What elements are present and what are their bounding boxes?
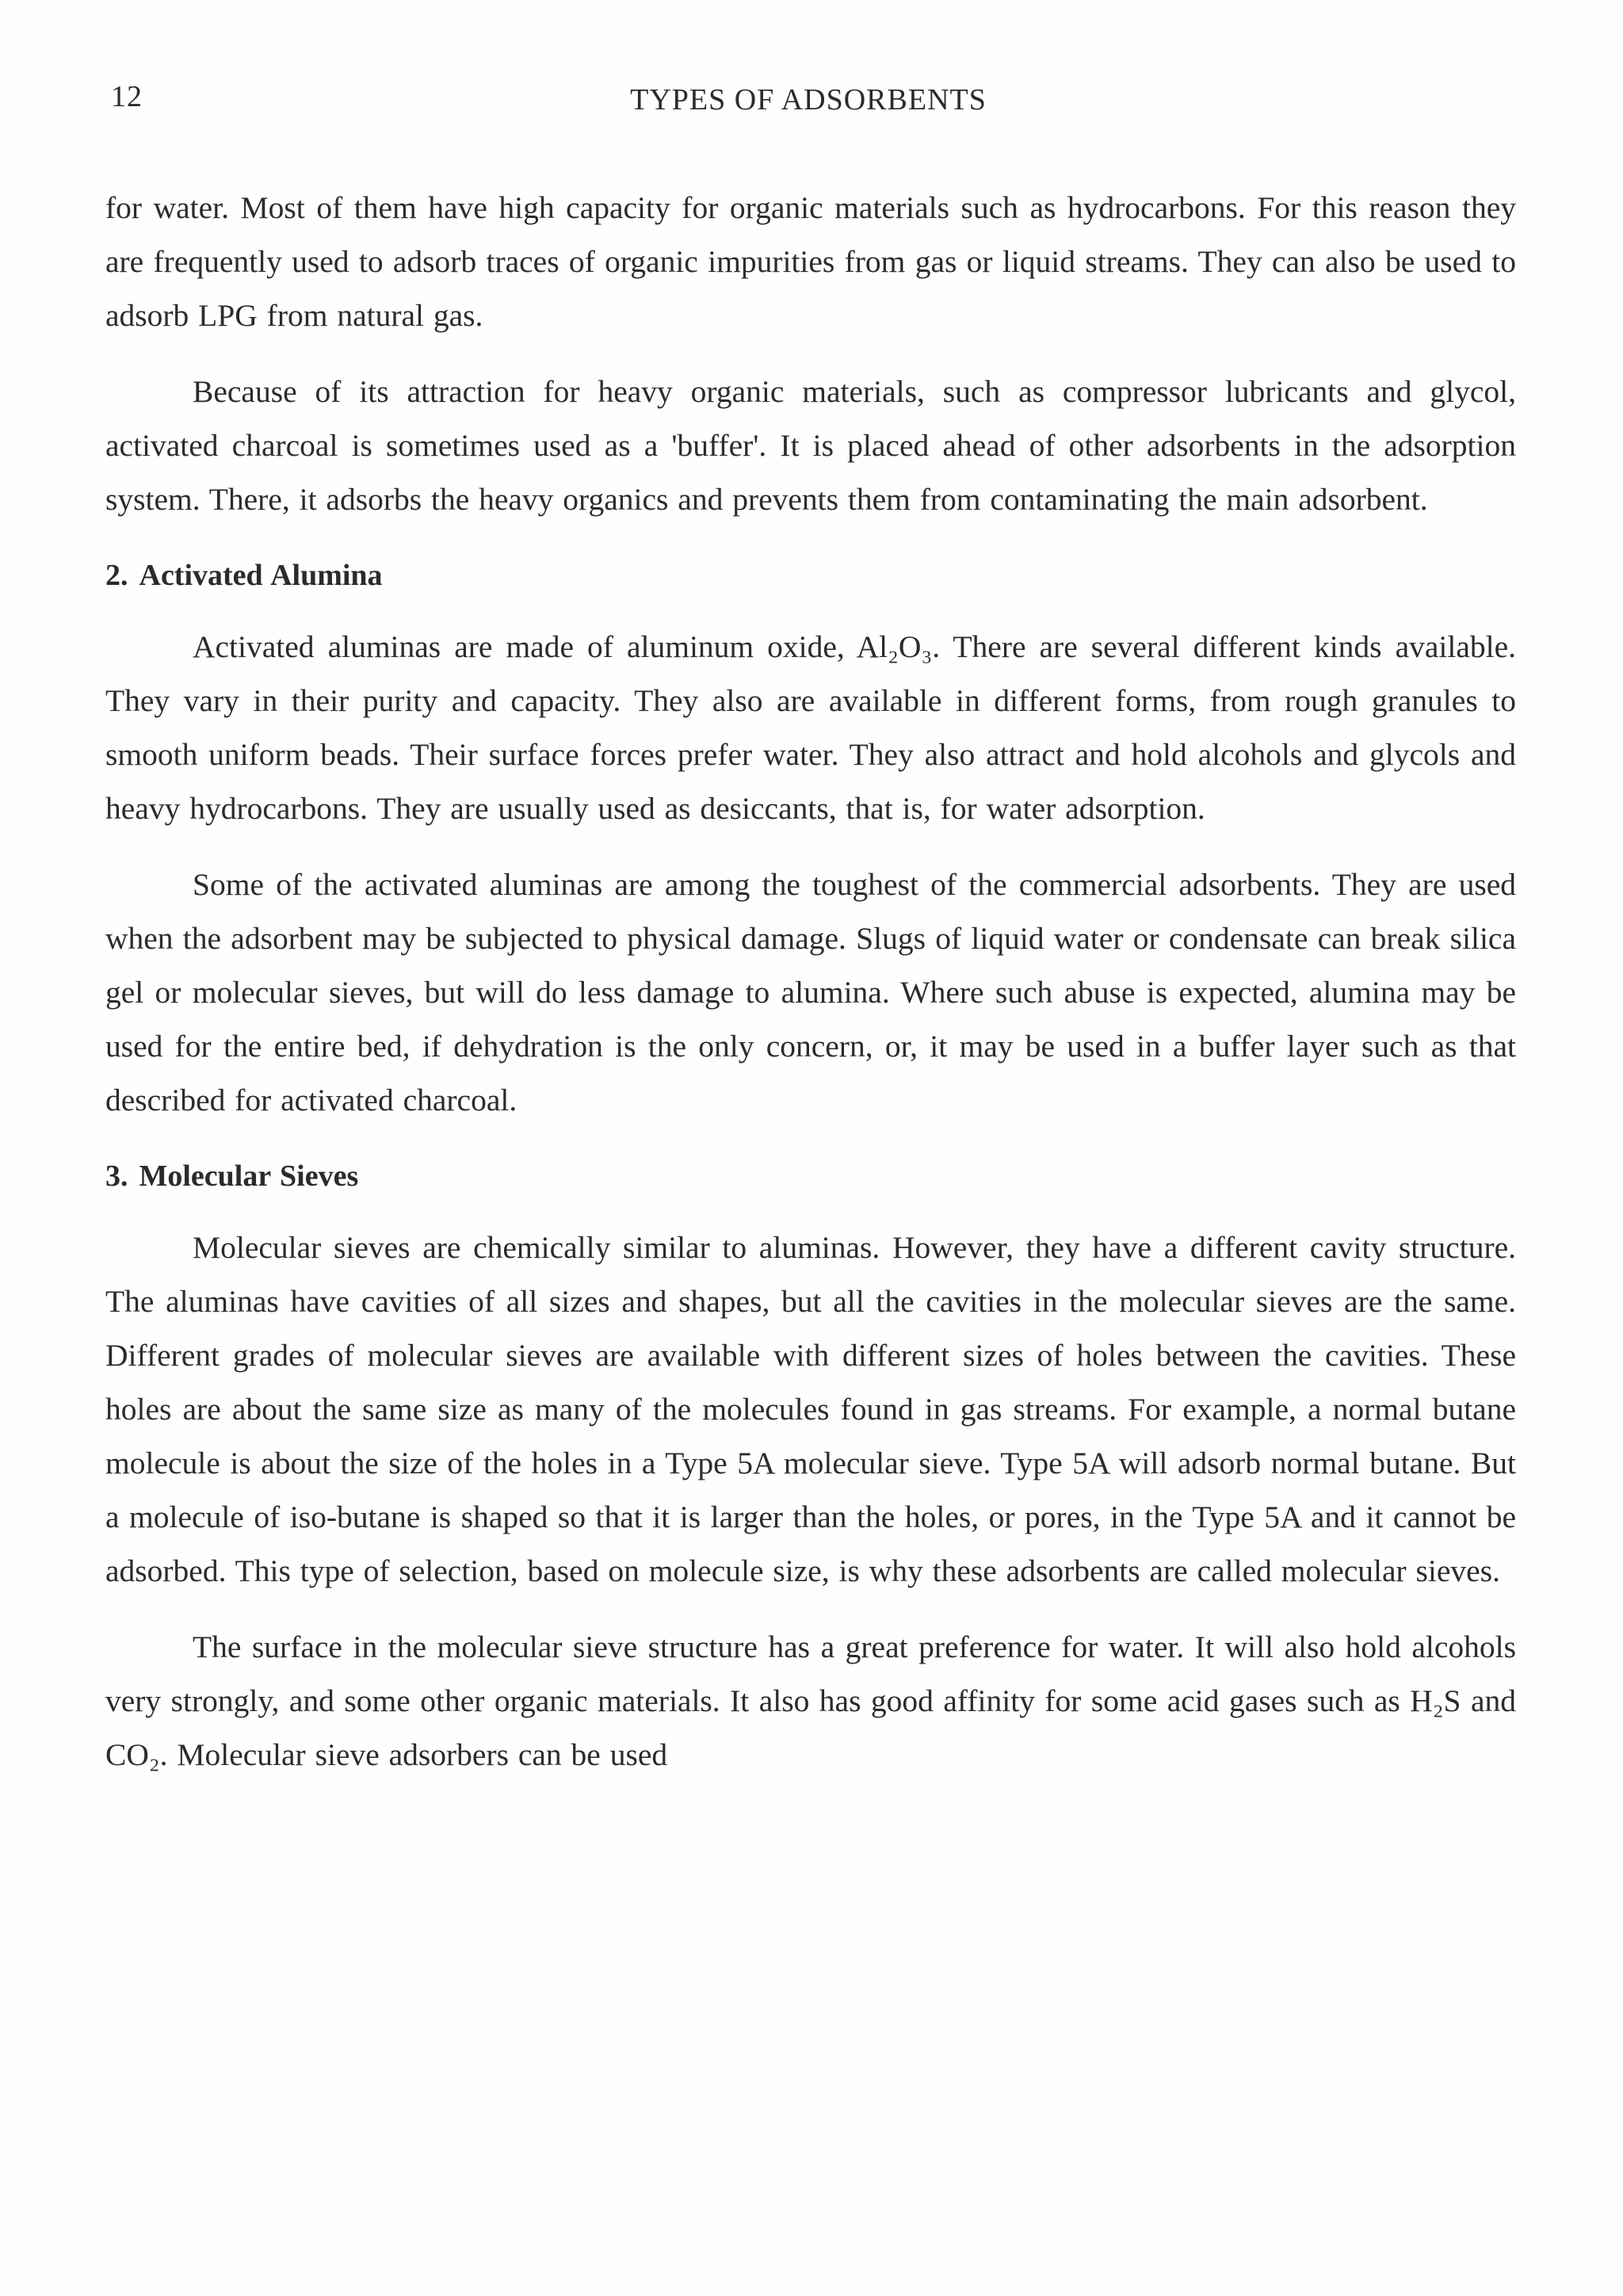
paragraph-alumina-toughness bbox=[105, 858, 1516, 1127]
paragraph-text: Some of the activated aluminas are among the toughest of the commercial adsorbents. They are used when the adsorbent may be subjected to physical damage. Slugs of liquid water or condensate can break silica gel or molecular sieves, but will do less damage to alumina. Where such abuse is expected, alumina may be used for the entire bed, if dehydration is the only concern, or, it may be used in a buffer layer such as that described for activated charcoal. bbox=[105, 867, 1516, 1117]
paragraph-text: Because of its attraction for heavy organic materials, such as compressor lubricants and glycol, activated charcoal is sometimes used as a 'buffer'. It is placed ahead of other adsorbents in the adsorption system. There, it adsorbs the heavy organics and prevents them from contaminating the main adsorbent. bbox=[105, 374, 1516, 517]
section-number: 2. bbox=[105, 559, 128, 592]
paragraph-text: The surface in the molecular sieve structure has a great preference for water. It will also hold alcohols very strongly, and some other organic materials. It also has good affinity for some acid gases such as H₂S and CO₂. Molecular sieve adsorbers can be used bbox=[105, 1629, 1516, 1772]
running-title: TYPES OF ADSORBENTS bbox=[630, 83, 987, 117]
paragraph-text: Molecular sieves are chemically similar to aluminas. However, they have a different cavity structure. The aluminas have cavities of all sizes and shapes, but all the cavities in the molecular sieves are the same. Different grades of molecular sieves are available with different sizes of holes between the cavities. These holes are about the same size as many of the molecules found in gas streams. For example, a normal butane molecule is about the size of the holes in a Type 5A molecular sieve. Type 5A will adsorb normal butane. But a molecule of iso-butane is shaped so that it is larger than the holes, or pores, in the Type 5A and it cannot be adsorbed. This type of selection, based on molecule size, is why these adsorbents are called molecular sieves. bbox=[105, 1230, 1516, 1588]
section-number: 3. bbox=[105, 1159, 128, 1193]
running-header bbox=[103, 79, 1514, 119]
paragraph-sieves-surface bbox=[105, 1620, 1516, 1782]
paragraph-charcoal-capacity bbox=[105, 181, 1516, 342]
paragraph-sieves-structure bbox=[105, 1221, 1516, 1598]
page-number: 12 bbox=[111, 80, 143, 113]
paragraph-text: for water. Most of them have high capacity for organic materials such as hydrocarbons. For this reason they are frequently used to adsorb traces of organic impurities from gas or liquid streams. They can also be used to adsorb LPG from natural gas. bbox=[105, 190, 1516, 333]
body-text bbox=[105, 181, 1516, 1804]
section-title: Molecular Sieves bbox=[139, 1159, 359, 1193]
section-heading-activated-alumina bbox=[105, 548, 1516, 602]
paragraph-text: Activated aluminas are made of aluminum oxide, Al₂O₃. There are several different kinds available. They vary in their purity and capacity. They also are available in different forms, from rough granules to smooth uniform beads. Their surface forces prefer water. They also attract and hold alcohols and glycols and heavy hydrocarbons. They are usually used as desiccants, that is, for water adsorption. bbox=[105, 629, 1516, 826]
paragraph-charcoal-buffer bbox=[105, 365, 1516, 526]
section-heading-molecular-sieves bbox=[105, 1149, 1516, 1203]
paragraph-alumina-intro bbox=[105, 620, 1516, 835]
section-title: Activated Alumina bbox=[139, 559, 383, 592]
